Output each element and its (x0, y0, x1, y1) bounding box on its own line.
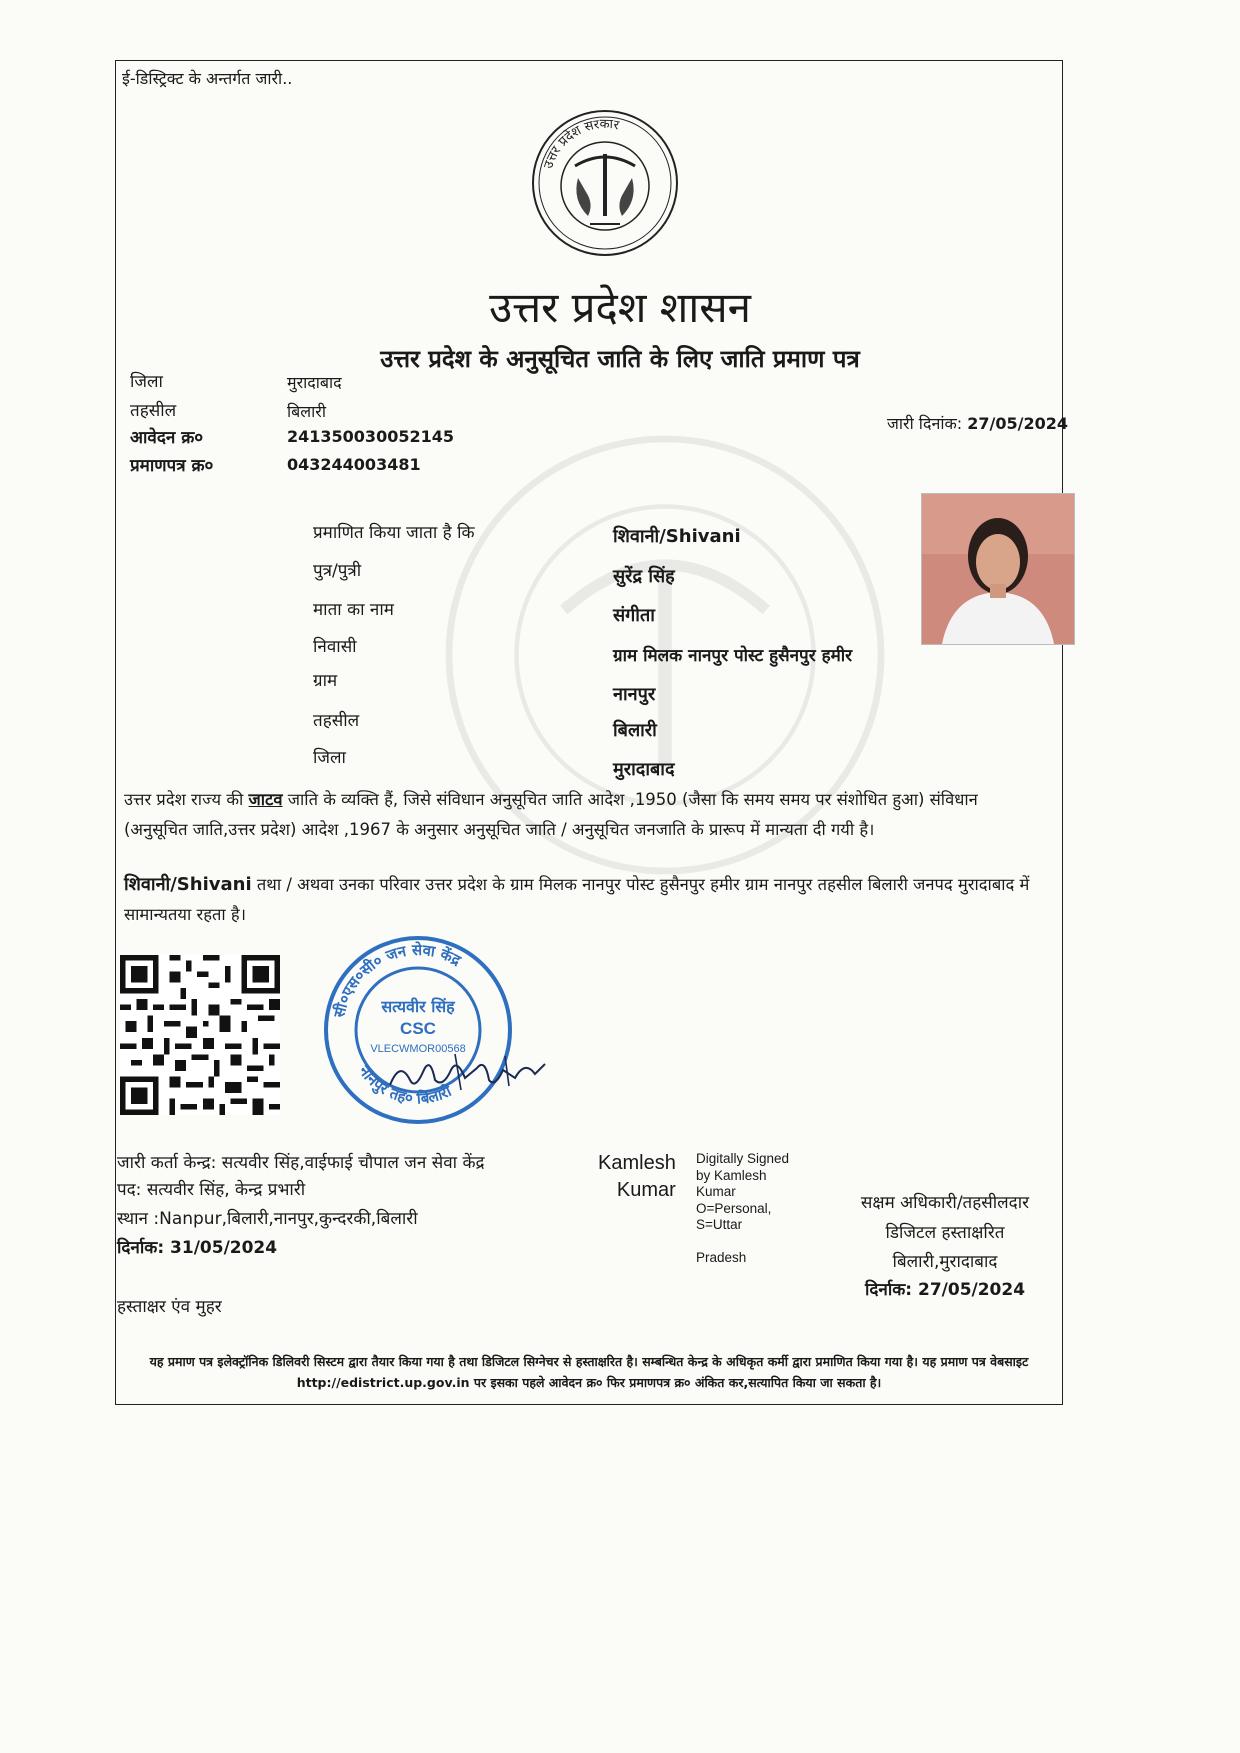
certificate-no-label: प्रमाणपत्र क्र० (130, 456, 214, 476)
mother-name-label: माता का नाम (313, 600, 394, 620)
father-name: सुरेंद्र सिंह (613, 566, 675, 587)
applicant-name: शिवानी/Shivani (613, 526, 741, 547)
son-daughter-label: पुत्र/पुत्री (313, 561, 362, 581)
digital-signer-name (598, 1150, 676, 1204)
tehsil-label: तहसील (130, 401, 177, 421)
detail-district-label: जिला (313, 748, 346, 768)
district-value: मुरादाबाद (287, 373, 342, 392)
certificate-no-value: 043244003481 (287, 455, 421, 474)
stamp-ring-text: सी०एस०सी० जन सेवा केंद्र (330, 940, 464, 1020)
emblem-ring-text: उत्तर प्रदेश सरकार (541, 116, 621, 171)
mother-name: संगीता (613, 605, 655, 626)
government-title: उत्तर प्रदेश शासन (489, 283, 751, 332)
digital-signature-state: Pradesh (696, 1250, 747, 1265)
resident-address: ग्राम मिलक नानपुर पोस्ट हुसैनपुर हमीर (613, 646, 853, 666)
issue-date (887, 412, 1068, 434)
up-government-emblem (530, 108, 680, 258)
csc-stamp (318, 930, 518, 1130)
applicant-photo (921, 493, 1075, 645)
stamp-bottom-text: नानपुर तह० बिलारी (355, 1062, 455, 1108)
digital-signature-details: Digitally Signed by Kamlesh Kumar O=Personal, S=Uttar (696, 1151, 790, 1232)
authority-location: बिलारी,मुरादाबाद (892, 1252, 998, 1272)
issuing-center: जारी कर्ता केन्द्र: सत्यवीर सिंह,वाईफाई चौपाल जन सेवा केंद्र (117, 1153, 485, 1173)
caste-statement (124, 785, 1044, 845)
application-no-label: आवेदन क्र० (130, 428, 204, 448)
village-label: ग्राम (313, 671, 338, 691)
detail-tehsil-value: बिलारी (613, 720, 657, 741)
district-label: जिला (130, 372, 163, 392)
caste-statement-pre: उत्तर प्रदेश राज्य की (124, 790, 249, 809)
digital-signer-first-name: Kamlesh (598, 1152, 676, 1174)
village-value: नानपुर (613, 684, 656, 705)
stamp-code: VLECWMOR00568 (370, 1043, 466, 1055)
detail-tehsil-label: तहसील (313, 711, 360, 731)
digital-signer-last-name: Kumar (616, 1179, 676, 1201)
residence-statement-text: तथा / अथवा उनका परिवार उत्तर प्रदेश के ग्राम मिलक नानपुर पोस्ट हुसैनपुर हमीर ग्राम नानपुर तहसील बिलारी जनपद मुरादाबाद में सामान्यतया रहता है। (124, 875, 1030, 924)
verification-footer: यह प्रमाण पत्र इलेक्ट्रॉनिक डिलिवरी सिस्टम द्वारा तैयार किया गया है तथा डिजिटल सिग्नेचर से हस्ताक्षरित है। सम्बन्धित केन्द्र के अधिकृत कर्मी द्वारा प्रमाणित किया गया है। यह प्रमाण पत्र वेबसाइट http://edistrict.up.gov.in पर इसका पहले आवेदन क्र० फिर प्रमाणपत्र क्र० अंकित कर,सत्यापित किया जा सकता है। (149, 1354, 1029, 1390)
authority-digital-signed: डिजिटल हस्ताक्षरित (885, 1223, 1005, 1243)
issuer-post: पद: सत्यवीर सिंह, केन्द्र प्रभारी (117, 1180, 306, 1200)
issue-note: ई-डिस्ट्रिक्ट के अन्तर्गत जारी.. (122, 69, 293, 88)
stamp-name: सत्यवीर सिंह (381, 997, 455, 1016)
authority-date: दिर्नाक: 27/05/2024 (864, 1280, 1026, 1300)
certified-label: प्रमाणित किया जाता है कि (313, 523, 475, 543)
verification-qr-code (120, 955, 280, 1115)
handwritten-signature (385, 1050, 550, 1095)
application-no-value: 241350030052145 (287, 427, 454, 446)
caste-name: जाटव (248, 790, 283, 809)
resident-label: निवासी (313, 637, 357, 657)
issuer-place: स्थान :Nanpur,बिलारी,नानपुर,कुन्दरकी,बिलारी (117, 1209, 418, 1229)
certificate-subtitle: उत्तर प्रदेश के अनुसूचित जाति के लिए जाति प्रमाण पत्र (380, 345, 860, 373)
stamp-csc: CSC (400, 1019, 436, 1038)
issue-date-value: 27/05/2024 (967, 414, 1068, 433)
residence-statement (124, 870, 1044, 930)
detail-district-value: मुरादाबाद (613, 759, 675, 780)
signature-seal-label: हस्ताक्षर एंव मुहर (117, 1297, 222, 1317)
issuer-date: दिर्नाक: 31/05/2024 (117, 1238, 278, 1258)
tehsil-value: बिलारी (287, 402, 326, 421)
issue-date-label: जारी दिनांक: (887, 414, 963, 433)
residence-applicant-name: शिवानी/Shivani (124, 874, 252, 895)
caste-statement-post: जाति के व्यक्ति हैं, जिसे संविधान अनुसूचित जाति आदेश ,1950 (जैसा कि समय समय पर संशोधित हुआ) संविधान (अनुसूचित जाति,उत्तर प्रदेश) आदेश ,1967 के अनुसार अनुसूचित जाति / अनुसूचित जनजाति के प्रारूप में मान्यता दी गयी है। (124, 790, 978, 839)
authority-designation: सक्षम अधिकारी/तहसीलदार (860, 1193, 1030, 1213)
